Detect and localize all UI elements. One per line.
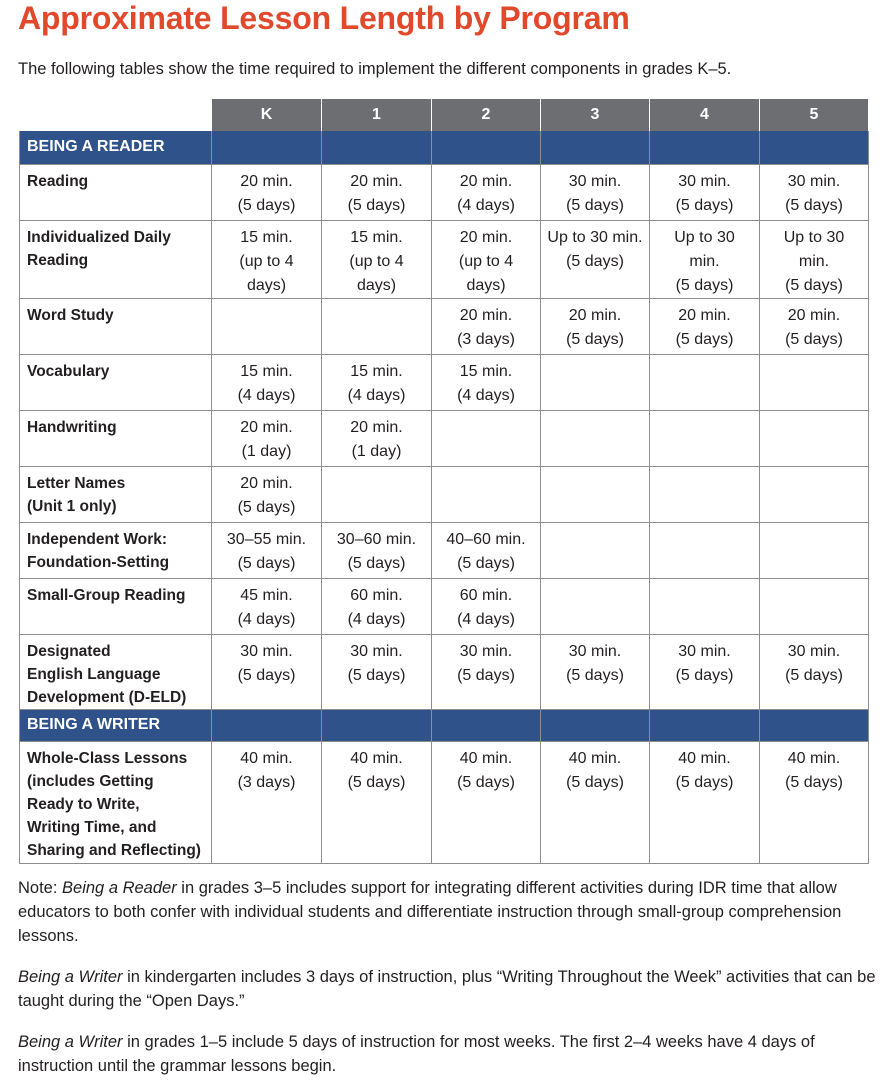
section-filler-cell xyxy=(541,709,650,741)
time-cell: 20 min. (up to 4 days) xyxy=(432,220,541,298)
page-title: Approximate Lesson Length by Program xyxy=(18,0,630,36)
program-name: Being a Reader xyxy=(62,879,177,897)
table-body xyxy=(20,131,869,863)
grade-header: 4 xyxy=(650,99,760,131)
time-cell: Up to 30 min. (5 days) xyxy=(760,220,869,298)
time-cell xyxy=(760,354,869,410)
table-row xyxy=(20,466,869,522)
section-filler-cell xyxy=(322,709,432,741)
time-cell: 30–60 min. (5 days) xyxy=(322,522,432,578)
note-paragraph xyxy=(18,876,878,948)
section-filler-cell xyxy=(432,131,541,164)
time-cell: 40 min. (5 days) xyxy=(322,741,432,863)
time-cell: 20 min. (5 days) xyxy=(322,164,432,220)
section-filler-cell xyxy=(541,131,650,164)
time-cell: 20 min. (5 days) xyxy=(541,298,650,354)
grade-header: K xyxy=(212,99,322,131)
time-cell xyxy=(322,466,432,522)
intro-text: The following tables show the time required to implement the different components in grades K–5. xyxy=(18,60,732,78)
grade-header: 5 xyxy=(760,99,869,131)
component-label: Small-Group Reading xyxy=(20,578,212,634)
header-corner xyxy=(20,99,212,131)
time-cell: 20 min. (5 days) xyxy=(760,298,869,354)
grade-header-row xyxy=(20,99,869,131)
time-cell xyxy=(432,466,541,522)
table-row xyxy=(20,410,869,466)
time-cell: 60 min. (4 days) xyxy=(432,578,541,634)
time-cell xyxy=(760,522,869,578)
section-filler-cell xyxy=(650,709,760,741)
time-cell xyxy=(760,410,869,466)
time-cell: 30 min. (5 days) xyxy=(212,634,322,709)
section-filler-cell xyxy=(322,131,432,164)
note-paragraph xyxy=(18,965,878,1013)
time-cell xyxy=(322,298,432,354)
time-cell xyxy=(650,578,760,634)
time-cell: 20 min. (1 day) xyxy=(322,410,432,466)
time-cell: 15 min. (up to 4 days) xyxy=(212,220,322,298)
time-cell: 30 min. (5 days) xyxy=(650,634,760,709)
time-cell: 30 min. (5 days) xyxy=(541,164,650,220)
section-title: BEING A WRITER xyxy=(20,709,212,741)
table-row xyxy=(20,522,869,578)
component-label: Individualized Daily Reading xyxy=(20,220,212,298)
note-text: in grades 1–5 include 5 days of instruction for most weeks. The first 2–4 weeks have 4 days of instruction until the grammar lessons begin. xyxy=(18,1033,815,1075)
time-cell: 30 min. (5 days) xyxy=(760,634,869,709)
component-label: Designated English Language Development (D-ELD) xyxy=(20,634,212,709)
component-label: Whole-Class Lessons (includes Getting Ready to Write, Writing Time, and Sharing and Reflecting) xyxy=(20,741,212,863)
section-filler-cell xyxy=(212,131,322,164)
time-cell xyxy=(650,522,760,578)
table-row xyxy=(20,298,869,354)
time-cell: 15 min. (4 days) xyxy=(432,354,541,410)
section-header-row xyxy=(20,131,869,164)
time-cell xyxy=(212,298,322,354)
time-cell xyxy=(541,578,650,634)
time-cell xyxy=(432,410,541,466)
time-cell: 20 min. (1 day) xyxy=(212,410,322,466)
program-name: Being a Writer xyxy=(18,968,123,986)
time-cell: 40 min. (5 days) xyxy=(432,741,541,863)
section-filler-cell xyxy=(760,131,869,164)
time-cell xyxy=(650,410,760,466)
time-cell xyxy=(541,522,650,578)
time-cell xyxy=(541,466,650,522)
time-cell: 30 min. (5 days) xyxy=(650,164,760,220)
table-row xyxy=(20,354,869,410)
section-filler-cell xyxy=(432,709,541,741)
component-label: Word Study xyxy=(20,298,212,354)
time-cell: Up to 30 min. (5 days) xyxy=(541,220,650,298)
time-cell: 30–55 min. (5 days) xyxy=(212,522,322,578)
component-label: Letter Names (Unit 1 only) xyxy=(20,466,212,522)
time-cell xyxy=(650,466,760,522)
grade-header: 3 xyxy=(541,99,650,131)
note-paragraph xyxy=(18,1030,878,1078)
table-row xyxy=(20,164,869,220)
component-label: Reading xyxy=(20,164,212,220)
time-cell: 20 min. (5 days) xyxy=(650,298,760,354)
time-cell: 15 min. (4 days) xyxy=(322,354,432,410)
time-cell: 20 min. (5 days) xyxy=(212,164,322,220)
note-text: in grades 3–5 includes support for integrating different activities during IDR time that allow educators to both confer with individual students and differentiate instruction through small-group comprehension lessons. xyxy=(18,879,842,945)
time-cell: 20 min. (4 days) xyxy=(432,164,541,220)
time-cell: 30 min. (5 days) xyxy=(760,164,869,220)
section-filler-cell xyxy=(212,709,322,741)
time-cell: 30 min. (5 days) xyxy=(322,634,432,709)
component-label: Vocabulary xyxy=(20,354,212,410)
table-row xyxy=(20,578,869,634)
time-cell: 30 min. (5 days) xyxy=(541,634,650,709)
time-cell: 40 min. (5 days) xyxy=(650,741,760,863)
table-row xyxy=(20,741,869,863)
grade-header: 2 xyxy=(432,99,541,131)
time-cell xyxy=(541,410,650,466)
time-cell: Up to 30 min. (5 days) xyxy=(650,220,760,298)
section-filler-cell xyxy=(650,131,760,164)
note-text: Note: xyxy=(18,879,63,897)
component-label: Independent Work: Foundation-Setting xyxy=(20,522,212,578)
time-cell xyxy=(541,354,650,410)
time-cell: 40 min. (5 days) xyxy=(541,741,650,863)
time-cell xyxy=(650,354,760,410)
note-text: in kindergarten includes 3 days of instruction, plus “Writing Throughout the Week” activities that can be taught during the “Open Days.” xyxy=(18,968,876,1010)
time-cell: 45 min. (4 days) xyxy=(212,578,322,634)
time-cell: 60 min. (4 days) xyxy=(322,578,432,634)
grade-header: 1 xyxy=(322,99,432,131)
section-header-row xyxy=(20,709,869,741)
time-cell: 15 min. (up to 4 days) xyxy=(322,220,432,298)
time-cell: 40 min. (5 days) xyxy=(760,741,869,863)
table-row xyxy=(20,220,869,298)
time-cell: 30 min. (5 days) xyxy=(432,634,541,709)
time-cell: 15 min. (4 days) xyxy=(212,354,322,410)
table-row xyxy=(20,634,869,709)
time-cell: 40 min. (3 days) xyxy=(212,741,322,863)
program-name: Being a Writer xyxy=(18,1033,123,1051)
time-cell: 20 min. (5 days) xyxy=(212,466,322,522)
component-label: Handwriting xyxy=(20,410,212,466)
time-cell xyxy=(760,466,869,522)
section-filler-cell xyxy=(760,709,869,741)
lesson-length-table xyxy=(19,99,869,864)
time-cell xyxy=(760,578,869,634)
section-title: BEING A READER xyxy=(20,131,212,164)
time-cell: 40–60 min. (5 days) xyxy=(432,522,541,578)
time-cell: 20 min. (3 days) xyxy=(432,298,541,354)
